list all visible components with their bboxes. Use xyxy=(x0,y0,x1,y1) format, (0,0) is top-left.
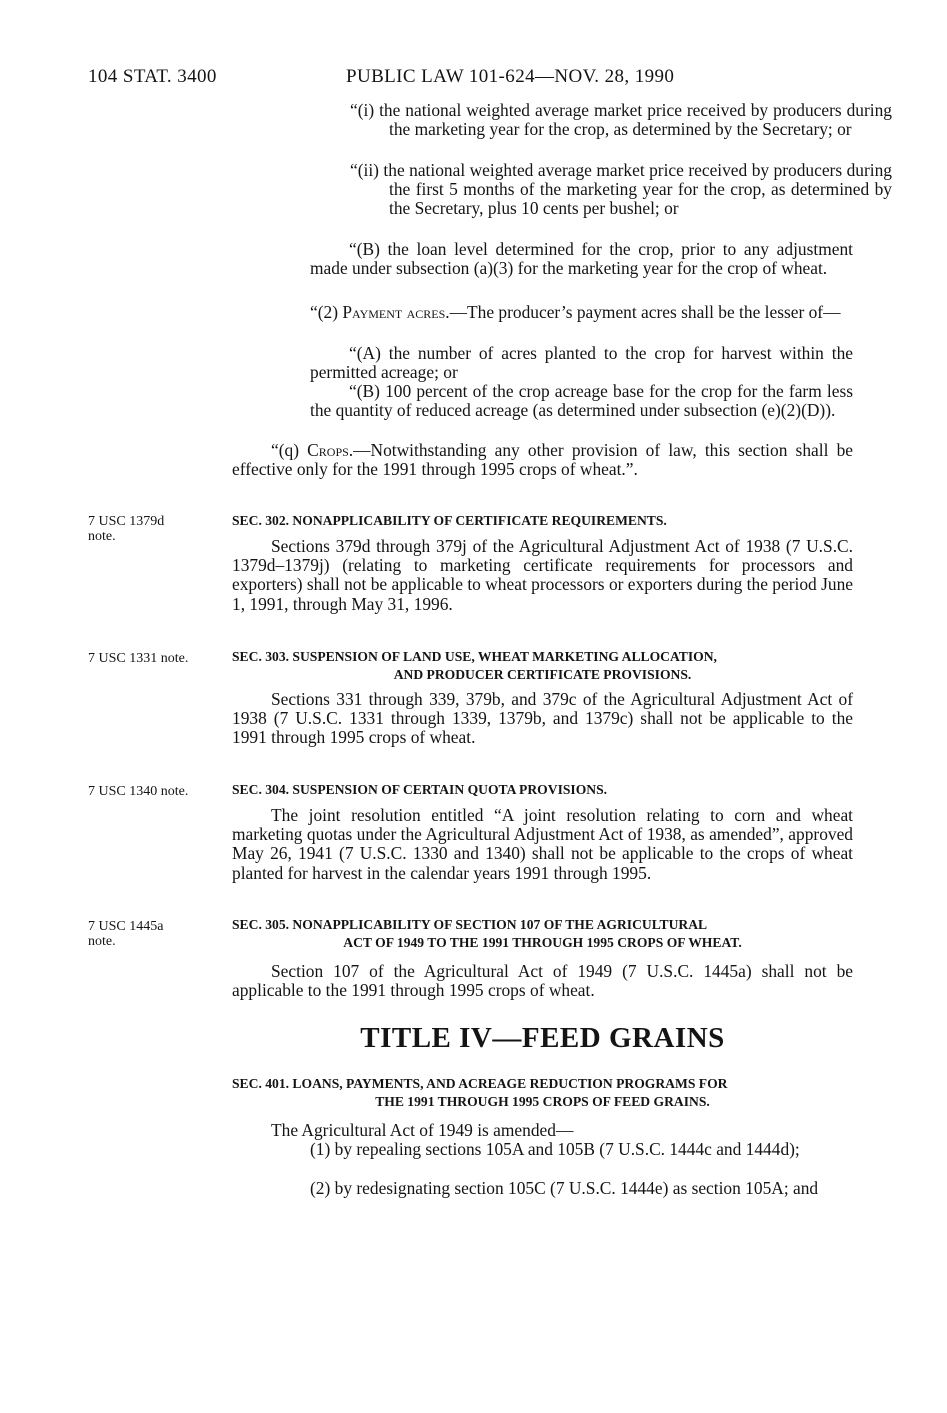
section-305-body: Section 107 of the Agricultural Act of 1949 (7 U.S.C. 1445a) shall not be applicable to the 1991 through 1995 crops of wheat. xyxy=(232,961,853,1001)
title-heading: TITLE IV—FEED GRAINS xyxy=(360,1022,725,1054)
page-stat-number: 104 STAT. 3400 xyxy=(88,66,217,87)
clause-B-base: “(B) 100 percent of the crop acreage base for the crop for the farm less the quantity of reduced acreage (as determined under subsection (e)(2)(D)). xyxy=(310,381,853,421)
clause-i: “(i) the national weighted average market price received by producers during the marketing year for the crop, as determined by the Secretary; or xyxy=(350,100,892,140)
section-303-heading: SEC. 303. SUSPENSION OF LAND USE, WHEAT MARKETING ALLOCATION, AND PRODUCER CERTIFICATE PROVISIONS. xyxy=(232,649,717,682)
section-305-heading: SEC. 305. NONAPPLICABILITY OF SECTION 107 OF THE AGRICULTURAL ACT OF 1949 TO THE 1991 THROUGH 1995 CROPS OF WHEAT. xyxy=(232,917,742,950)
clause-ii: “(ii) the national weighted average market price received by producers during the first 5 months of the marketing year for the crop, as determined by the Secretary, plus 10 cents per bushel; or xyxy=(350,160,892,219)
margin-note-302: 7 USC 1379d note. xyxy=(88,514,165,544)
margin-note-303: 7 USC 1331 note. xyxy=(88,651,189,666)
margin-note-305: 7 USC 1445a note. xyxy=(88,919,164,949)
clause-A-acres: “(A) the number of acres planted to the crop for harvest within the permitted acreage; or xyxy=(310,343,853,383)
section-401-heading: SEC. 401. LOANS, PAYMENTS, AND ACREAGE REDUCTION PROGRAMS FOR THE 1991 THROUGH 1995 CROPS OF FEED GRAINS. xyxy=(232,1076,728,1109)
subsection-q-crops: “(q) Crops.—Notwithstanding any other provision of law, this section shall be effective only for the 1991 through 1995 crops of wheat.”. xyxy=(232,440,853,480)
margin-note-304: 7 USC 1340 note. xyxy=(88,784,189,799)
clause-B-price: “(B) the loan level determined for the crop, prior to any adjustment made under subsection (a)(3) for the marketing year for the crop of wheat. xyxy=(310,239,853,279)
section-302-heading: SEC. 302. NONAPPLICABILITY OF CERTIFICATE REQUIREMENTS. xyxy=(232,513,667,528)
paragraph-2-payment-acres: “(2) Payment acres.—The producer’s payment acres shall be the lesser of— xyxy=(310,302,841,322)
section-304-body: The joint resolution entitled “A joint resolution relating to corn and wheat marketing quotas under the Agricultural Adjustment Act of 1938, as amended”, approved May 26, 1941 (7 U.S.C. 1330 and 1340) shall not be applicable to the crops of wheat planted for harvest in the calendar years 1991 through 1995. xyxy=(232,805,853,883)
section-401-intro: The Agricultural Act of 1949 is amended— xyxy=(271,1120,574,1140)
section-302-body: Sections 379d through 379j of the Agricultural Adjustment Act of 1938 (7 U.S.C. 1379d–1379j) (relating to marketing certificate requirements for processors and exporters) shall not be applicable to wheat processors or exporters during the period June 1, 1991, through May 31, 1996. xyxy=(232,536,853,614)
section-304-heading: SEC. 304. SUSPENSION OF CERTAIN QUOTA PROVISIONS. xyxy=(232,782,608,797)
section-401-item-2: (2) by redesignating section 105C (7 U.S.C. 1444e) as section 105A; and xyxy=(310,1178,819,1198)
section-303-body: Sections 331 through 339, 379b, and 379c of the Agricultural Adjustment Act of 1938 (7 U.S.C. 1331 through 1339, 1379b, and 1379c) shall not be applicable to the 1991 through 1995 crops of wheat. xyxy=(232,689,853,748)
section-401-item-1: (1) by repealing sections 105A and 105B (7 U.S.C. 1444c and 1444d); xyxy=(310,1139,800,1159)
running-header: PUBLIC LAW 101-624—NOV. 28, 1990 xyxy=(346,66,675,87)
